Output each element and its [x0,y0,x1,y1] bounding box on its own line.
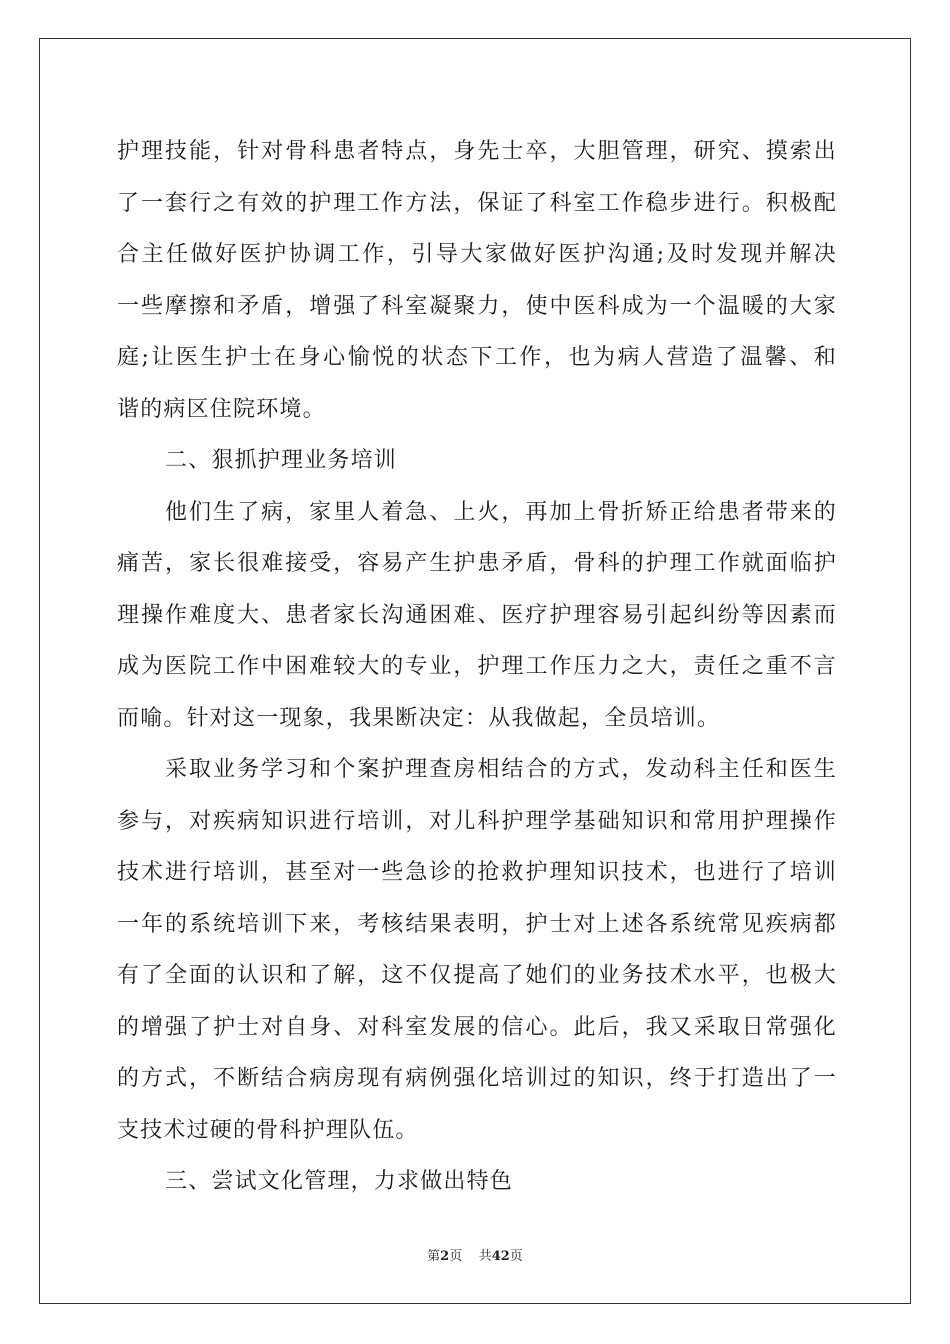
page-footer [0,1245,950,1264]
text-line: 谐的病区住院环境。 [117,396,326,422]
text-line: 痛苦，家长很难接受，容易产生护患矛盾，骨科的护理工作就面临护 [117,551,837,576]
section-heading: 二、狠抓护理业务培训 [165,448,398,473]
text-line: 而喻。针对这一现象，我果断决定：从我做起，全员培训。 [117,705,721,731]
text-line: 一些摩擦和矛盾，增强了科室凝聚力，使中医科成为一个温暖的大家 [117,293,837,319]
text-line: 了一套行之有效的护理工作方法，保证了科室工作稳步进行。积极配 [117,190,837,216]
text-line: 理操作难度大、患者家长沟通困难、医疗护理容易引起纠纷等因素而 [117,602,837,628]
text-line: 的增强了护士对自身、对科室发展的信心。此后，我又采取日常强化 [117,1014,837,1040]
text-line: 护理技能，针对骨科患者特点，身先士卒，大胆管理，研究、摸索出 [117,139,837,164]
text-line: 一年的系统培训下来，考核结果表明，护士对上述各系统常见疾病都 [117,911,837,937]
text-line: 的方式，不断结合病房现有病例强化培训过的知识，终于打造出了一 [117,1066,837,1091]
text-line: 他们生了病，家里人着急、上火，再加上骨折矫正给患者带来的 [165,499,837,525]
text-line: 采取业务学习和个案护理查房相结合的方式，发动科主任和医生 [165,757,837,782]
document-body [117,126,837,1208]
text-line: 庭;让医生护士在身心愉悦的状态下工作，也为病人营造了温馨、和 [117,345,837,370]
text-line: 参与，对疾病知识进行培训，对儿科护理学基础知识和常用护理操作 [117,808,837,834]
text-line: 技术进行培训，甚至对一些急诊的抢救护理知识技术，也进行了培训 [117,860,837,885]
total-pages: 42 [491,1249,510,1264]
text-line: 有了全面的认识和了解，这不仅提高了她们的业务技术水平，也极大 [117,963,837,988]
text-line: 成为医院工作中困难较大的专业，护理工作压力之大，责任之重不言 [117,654,837,679]
footer-total-prefix: 共 [478,1249,492,1264]
section-heading: 三、尝试文化管理，力求做出特色 [165,1169,514,1194]
footer-total-suffix: 页 [509,1249,523,1264]
text-line: 合主任做好医护协调工作，引导大家做好医护沟通;及时发现并解决 [117,242,837,267]
text-line: 支技术过硬的骨科护理队伍。 [117,1117,419,1143]
page-number: 2 [440,1249,450,1264]
footer-prefix: 第 [427,1249,441,1264]
footer-page-suffix: 页 [449,1249,463,1264]
